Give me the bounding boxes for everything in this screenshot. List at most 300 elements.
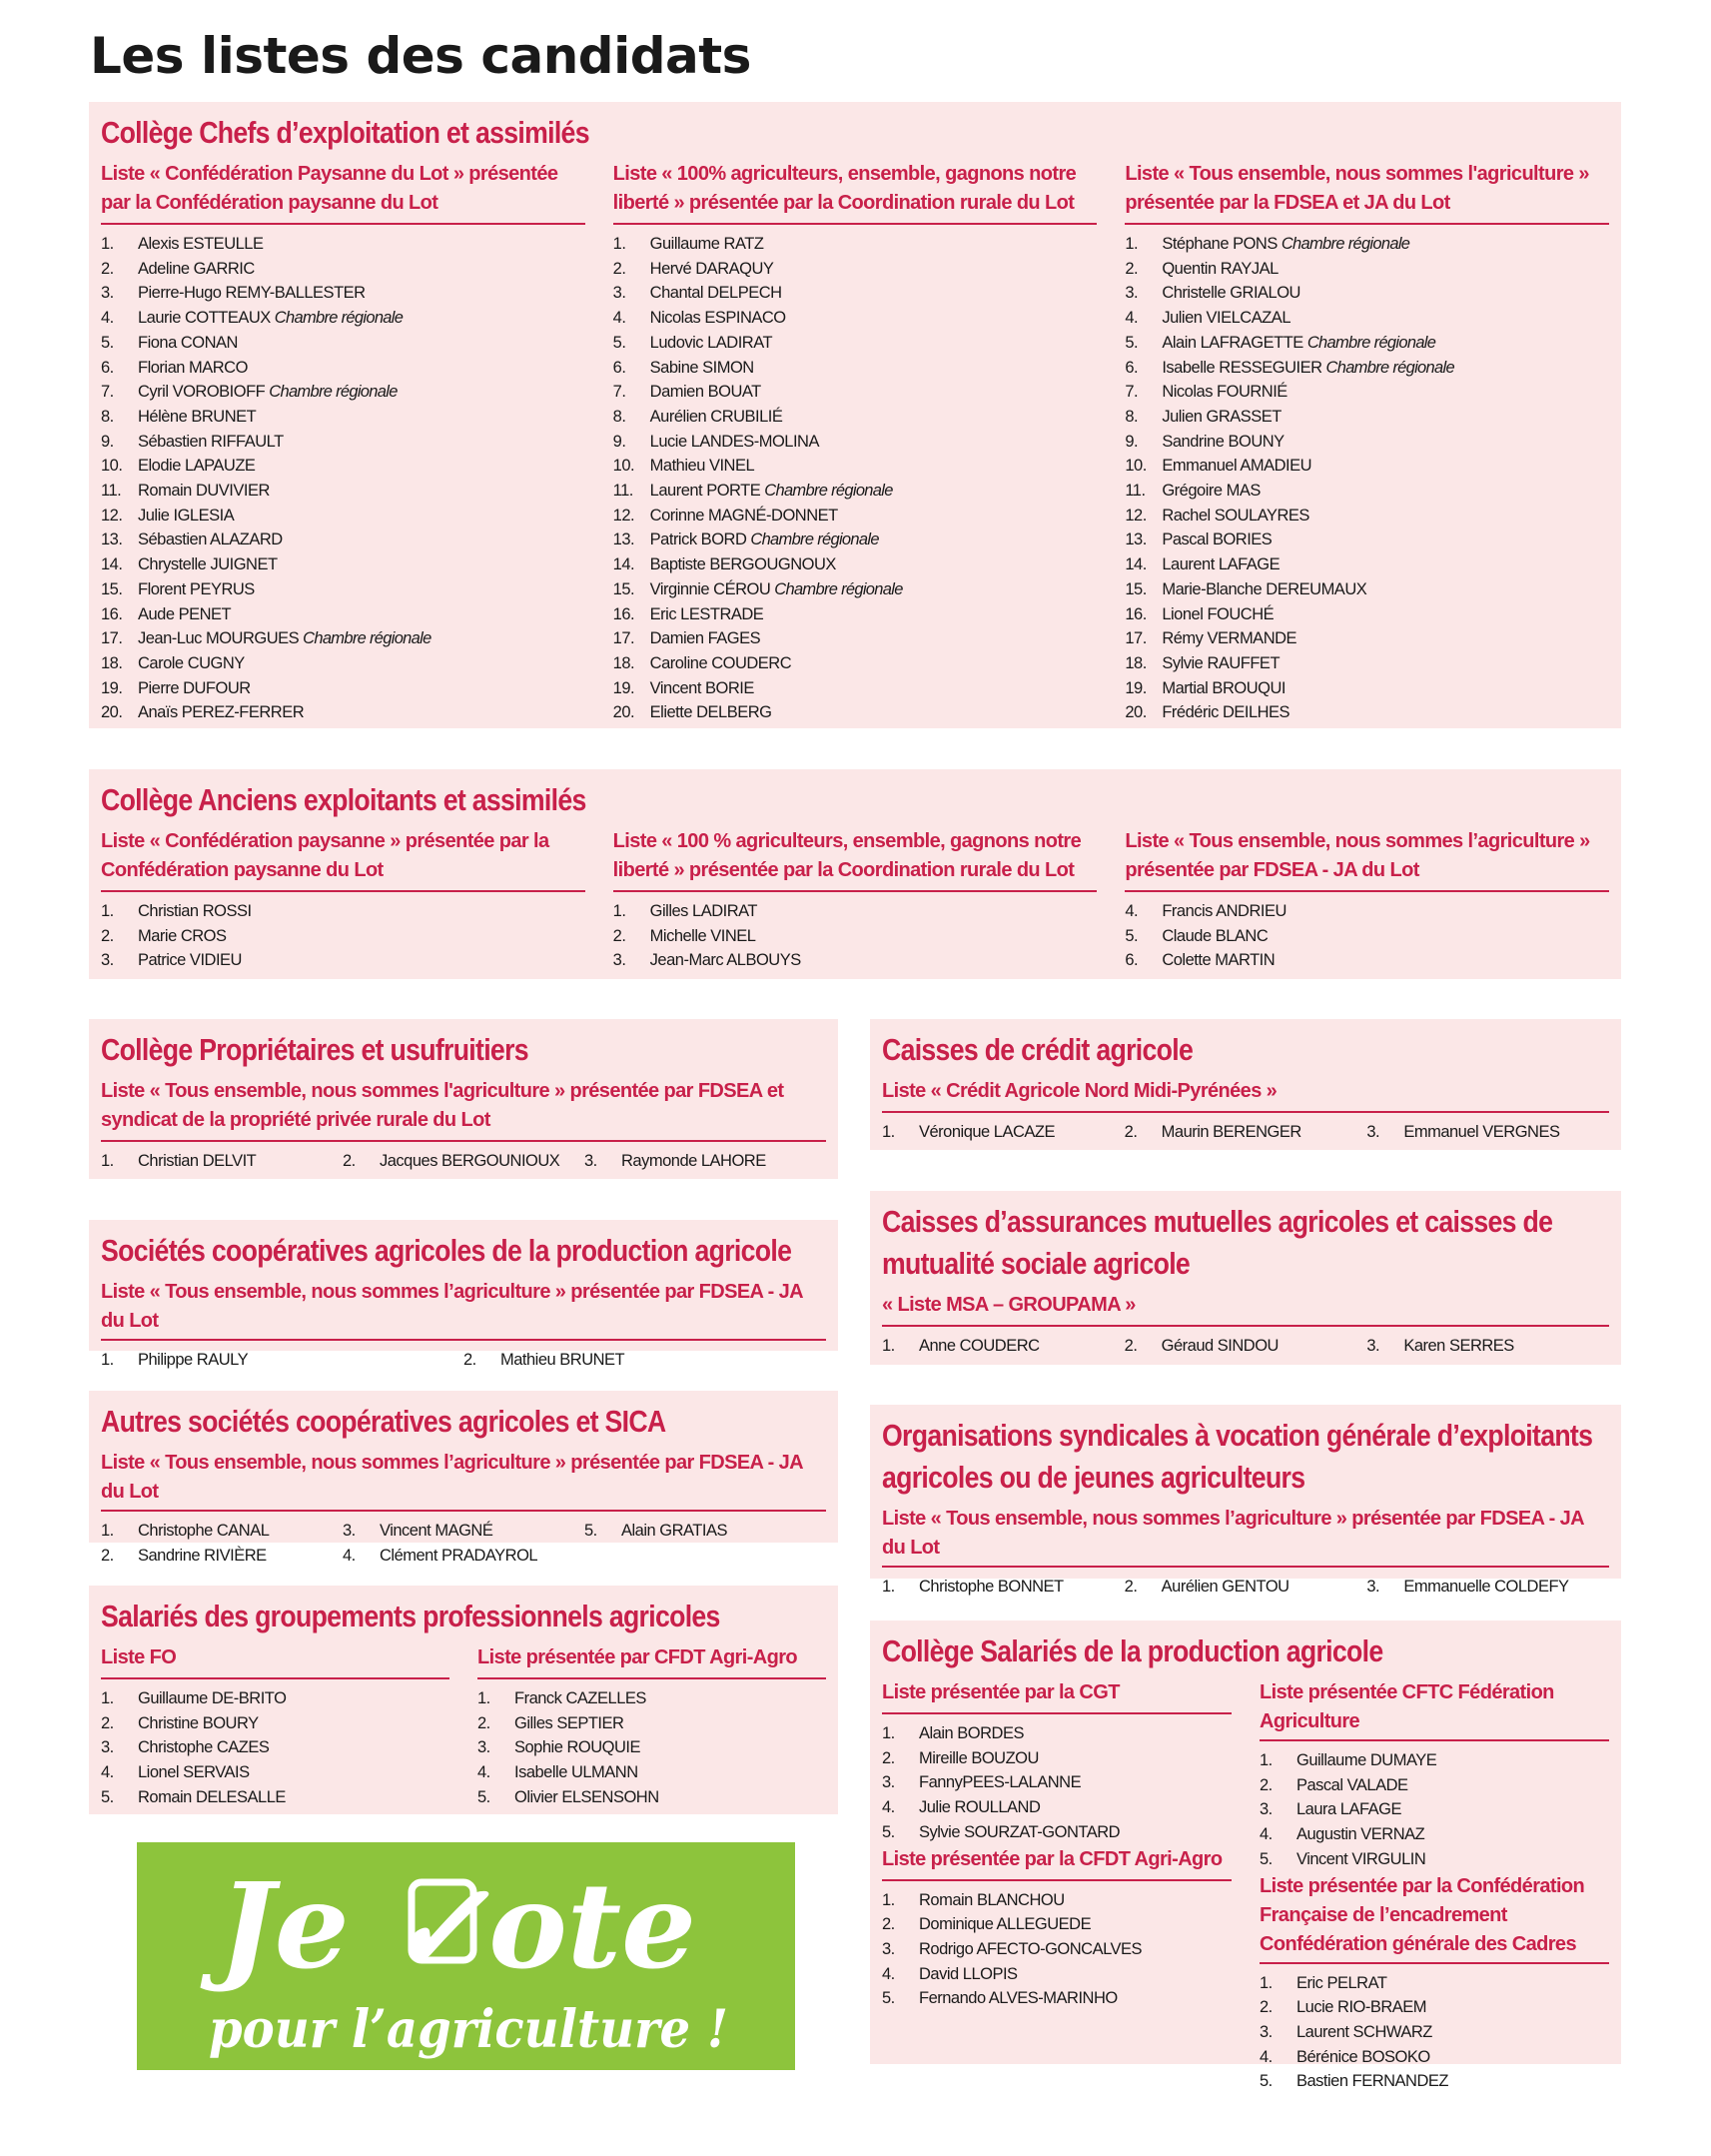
candidate-item <box>1260 1822 1609 1847</box>
list-title: Liste « Tous ensemble, nous sommes l'agriculture » présentée par FDSEA et syndicat de la propriété privée rurale du Lot <box>101 1077 826 1142</box>
candidate-name: Stéphane PONS <box>1162 235 1278 253</box>
candidate-number: 11. <box>612 482 633 501</box>
candidate-number: 9. <box>612 432 626 451</box>
candidate-item <box>477 1686 826 1711</box>
candidate-item <box>101 356 585 381</box>
candidate-number: 14. <box>101 555 123 574</box>
candidate-name: Vincent MAGNÉ <box>380 1522 493 1540</box>
candidate-name: Marie CROS <box>138 926 227 945</box>
candidate-item <box>882 1575 1125 1600</box>
candidate-item <box>1125 479 1609 504</box>
candidate-number: 1. <box>882 1890 895 1909</box>
candidate-list <box>613 225 1098 725</box>
list-cfdt <box>477 1643 826 1810</box>
candidate-number: 7. <box>612 383 626 402</box>
candidate-number: 2. <box>101 1546 114 1565</box>
candidate-list <box>1260 1964 1609 2095</box>
candidate-number: 3. <box>1125 284 1139 303</box>
candidate-name: Cyril VOROBIOFF <box>138 383 266 402</box>
candidate-item <box>1125 552 1609 577</box>
candidate-item <box>613 528 1098 552</box>
candidate-item <box>882 1334 1125 1359</box>
candidate-item <box>343 1544 584 1569</box>
candidate-number: 3. <box>612 951 626 970</box>
salaries-production-left-column <box>882 1678 1232 2094</box>
candidate-item <box>882 1937 1232 1962</box>
list-title: Liste « Tous ensemble, nous sommes l’agriculture » présentée par FDSEA - JA du Lot <box>882 1505 1609 1568</box>
candidate-item <box>101 700 585 725</box>
candidate-name: Sylvie RAUFFET <box>1162 653 1281 672</box>
candidate-list <box>101 1512 826 1568</box>
candidate-item <box>613 430 1098 455</box>
candidate-item <box>613 405 1098 430</box>
candidate-item <box>1125 356 1609 381</box>
list-msa-groupama <box>882 1291 1609 1359</box>
candidate-number: 9. <box>1125 432 1139 451</box>
college-chefs-title: Collège Chefs d’exploitation et assimilés <box>101 115 589 150</box>
candidate-name: Pierre DUFOUR <box>138 678 251 697</box>
candidate-name: Gilles SEPTIER <box>514 1713 624 1732</box>
candidate-name: Julien GRASSET <box>1162 407 1282 426</box>
vote-banner <box>137 1842 795 2070</box>
candidate-item <box>1260 2045 1609 2070</box>
candidate-name: Julie ROULLAND <box>919 1798 1041 1817</box>
candidate-number: 16. <box>612 604 635 623</box>
candidate-item <box>101 1735 449 1760</box>
candidate-name: Christophe CANAL <box>138 1522 270 1540</box>
candidate-item <box>613 257 1098 282</box>
candidate-number: 2. <box>1125 259 1139 278</box>
candidate-number: 1. <box>101 1152 114 1170</box>
candidate-item <box>101 1149 343 1174</box>
candidate-number: 5. <box>1260 1849 1273 1868</box>
candidate-name: Laurent LAFAGE <box>1162 555 1281 574</box>
candidate-item <box>1260 2069 1609 2094</box>
candidate-item <box>101 924 585 949</box>
proprietaires-title: Collège Propriétaires et usufruitiers <box>101 1032 528 1067</box>
vote-banner-art <box>137 1842 795 2070</box>
candidate-item <box>101 1760 449 1785</box>
candidate-item <box>1125 626 1609 651</box>
candidate-name: Gilles LADIRAT <box>649 902 757 920</box>
candidate-name: Baptiste BERGOUGNOUX <box>649 555 836 574</box>
candidate-item <box>613 479 1098 504</box>
candidate-item <box>1260 2020 1609 2045</box>
candidate-number: 2. <box>101 259 114 278</box>
candidate-name: Florent PEYRUS <box>138 579 255 598</box>
candidate-item <box>101 528 585 552</box>
candidate-number: 3. <box>882 1939 895 1958</box>
candidate-item <box>1125 331 1609 356</box>
candidate-note: Chambre régionale <box>269 383 398 402</box>
candidate-name: Jean-Luc MOURGUES <box>138 629 300 648</box>
candidate-item <box>477 1735 826 1760</box>
candidate-item <box>1125 1575 1367 1600</box>
candidate-number: 5. <box>477 1787 490 1806</box>
candidate-name: Caroline COUDERC <box>649 653 792 672</box>
candidate-list <box>101 1341 826 1373</box>
candidate-number: 4. <box>101 1763 114 1782</box>
candidate-item <box>1260 1797 1609 1822</box>
list-cfe-cgc <box>1260 1872 1609 2095</box>
candidate-number: 2. <box>612 259 626 278</box>
candidate-list <box>613 892 1098 973</box>
candidate-item <box>101 479 585 504</box>
candidate-item <box>1366 1120 1609 1145</box>
candidate-name: Christian ROSSI <box>138 902 252 920</box>
candidate-item <box>1366 1334 1609 1359</box>
candidate-name: Vincent BORIE <box>649 678 754 697</box>
candidate-item <box>613 504 1098 529</box>
candidate-item <box>613 676 1098 701</box>
candidate-number: 6. <box>101 358 114 377</box>
credit-agricole-title: Caisses de crédit agricole <box>882 1032 1194 1067</box>
candidate-item <box>613 626 1098 651</box>
candidate-number: 4. <box>882 1798 895 1817</box>
candidate-number: 4. <box>477 1763 490 1782</box>
syndicales-box <box>870 1405 1621 1596</box>
candidate-item <box>1125 1120 1367 1145</box>
list-title: Liste présentée par la CGT <box>882 1678 1232 1714</box>
candidate-number: 15. <box>1125 579 1147 598</box>
candidate-number: 8. <box>612 407 626 426</box>
candidate-name: Marie-Blanche DEREUMAUX <box>1162 579 1367 598</box>
candidate-name: Grégoire MAS <box>1162 482 1261 501</box>
candidate-name: Adeline GARRIC <box>138 259 255 278</box>
candidate-item <box>1125 281 1609 306</box>
candidate-number: 2. <box>1260 1775 1273 1794</box>
list-cfdt <box>882 1845 1232 2012</box>
candidate-item <box>613 356 1098 381</box>
list-title: Liste « Tous ensemble, nous sommes l’agriculture » présentée par FDSEA - JA du Lot <box>101 1449 826 1512</box>
candidate-name: Dominique ALLEGUEDE <box>919 1915 1092 1934</box>
candidate-number: 1. <box>1260 1973 1273 1992</box>
candidate-name: Patrice VIDIEU <box>138 951 242 970</box>
candidate-name: Raymonde LAHORE <box>621 1152 766 1170</box>
candidate-name: Emmanuel VERGNES <box>1403 1123 1560 1141</box>
candidate-name: Laurie COTTEAUX <box>138 309 271 328</box>
candidate-number: 2. <box>612 926 626 945</box>
candidate-name: Eric PELRAT <box>1296 1973 1387 1992</box>
candidate-item <box>1260 1995 1609 2020</box>
assurances-title: Caisses d’assurances mutuelles agricoles et caisses de mutualité sociale agricole <box>882 1204 1553 1281</box>
candidate-note: Chambre régionale <box>1306 333 1436 352</box>
candidate-number: 10. <box>612 457 635 476</box>
candidate-number: 3. <box>1366 1578 1380 1596</box>
candidate-name: Aurélien CRUBILIÉ <box>649 407 783 426</box>
candidate-number: 3. <box>477 1738 490 1757</box>
candidate-item <box>101 504 585 529</box>
list-title: Liste présentée CFTC Fédération Agriculture <box>1260 1678 1609 1741</box>
candidate-item <box>101 454 585 479</box>
candidate-item <box>343 1149 584 1174</box>
candidate-list <box>1125 225 1609 725</box>
candidate-number: 4. <box>612 309 626 328</box>
candidate-name: Isabelle ULMANN <box>514 1763 638 1782</box>
candidate-list <box>1125 892 1609 973</box>
list-fdsea-ja <box>1125 827 1609 973</box>
list-title: Liste présentée par CFDT Agri-Agro <box>477 1643 826 1679</box>
list-title: Liste « 100% agriculteurs, ensemble, gagnons notre liberté » présentée par la Coordination rurale du Lot <box>613 160 1098 225</box>
candidate-number: 2. <box>101 1713 114 1732</box>
candidate-number: 1. <box>101 1522 114 1540</box>
candidate-list <box>101 225 585 725</box>
candidate-item <box>613 281 1098 306</box>
candidate-name: Emmanuel AMADIEU <box>1162 457 1312 476</box>
candidate-name: Virginnie CÉROU <box>649 579 771 598</box>
candidate-number: 18. <box>612 653 635 672</box>
candidate-number: 6. <box>612 358 626 377</box>
candidate-item <box>1125 700 1609 725</box>
candidate-number: 2. <box>1124 1578 1138 1596</box>
candidate-item <box>463 1348 826 1373</box>
candidate-name: Christophe BONNET <box>919 1578 1064 1596</box>
candidate-number: 8. <box>101 407 114 426</box>
candidate-number: 11. <box>1125 482 1146 501</box>
candidate-name: Claude BLANC <box>1162 926 1269 945</box>
candidate-item <box>613 331 1098 356</box>
candidate-number: 16. <box>1125 604 1147 623</box>
candidate-number: 3. <box>101 1738 114 1757</box>
candidate-number: 12. <box>612 506 635 525</box>
candidate-name: Laura LAFAGE <box>1296 1800 1401 1819</box>
candidate-name: Elodie LAPAUZE <box>138 457 256 476</box>
candidate-number: 17. <box>101 629 123 648</box>
candidate-number: 3. <box>1260 1800 1273 1819</box>
candidate-item <box>1125 430 1609 455</box>
candidate-item <box>101 1711 449 1736</box>
candidate-item <box>1125 257 1609 282</box>
assurances-box <box>870 1191 1621 1365</box>
candidate-item <box>613 577 1098 602</box>
candidate-item <box>343 1519 584 1544</box>
cooperatives-box <box>89 1220 838 1369</box>
college-anciens-title: Collège Anciens exploitants et assimilés <box>101 782 586 817</box>
candidate-name: Alexis ESTEULLE <box>138 235 264 253</box>
candidate-name: Véronique LACAZE <box>919 1123 1055 1141</box>
candidate-number: 12. <box>101 506 123 525</box>
candidate-item <box>1125 899 1609 924</box>
candidate-name: Christophe CAZES <box>138 1738 270 1757</box>
candidate-name: Sébastien RIFFAULT <box>138 432 284 451</box>
candidate-name: Fiona CONAN <box>138 333 238 352</box>
candidate-name: Bérénice BOSOKO <box>1296 2047 1430 2066</box>
candidate-number: 19. <box>101 678 123 697</box>
candidate-number: 18. <box>101 653 123 672</box>
candidate-item <box>101 405 585 430</box>
candidate-number: 18. <box>1125 653 1147 672</box>
candidate-item <box>613 454 1098 479</box>
candidate-number: 5. <box>1125 926 1139 945</box>
candidate-name: Christian DELVIT <box>138 1152 257 1170</box>
page-title: Les listes des candidats <box>90 27 751 85</box>
candidate-name: Géraud SINDOU <box>1161 1337 1279 1355</box>
candidate-note: Chambre régionale <box>750 531 879 549</box>
candidate-name: Guillaume DE-BRITO <box>138 1689 287 1707</box>
candidate-note: Chambre régionale <box>274 309 404 328</box>
candidate-number: 3. <box>612 284 626 303</box>
candidate-name: Julien VIELCAZAL <box>1162 309 1290 328</box>
candidate-item <box>1260 1847 1609 1872</box>
candidate-number: 1. <box>101 1689 114 1707</box>
candidate-number: 2. <box>101 926 114 945</box>
cooperatives-title: Sociétés coopératives agricoles de la production agricole <box>101 1233 792 1268</box>
list-title: « Liste MSA – GROUPAMA » <box>882 1291 1609 1327</box>
candidate-name: Franck CAZELLES <box>514 1689 646 1707</box>
candidate-name: Lucie RIO-BRAEM <box>1296 1998 1427 2017</box>
vote-banner-subtitle: pour l’agriculture ! <box>209 1999 728 2060</box>
candidate-item <box>101 948 585 973</box>
candidate-item <box>477 1711 826 1736</box>
candidate-name: Rachel SOULAYRES <box>1162 506 1309 525</box>
candidate-list <box>882 1714 1232 1845</box>
candidate-item <box>613 380 1098 405</box>
candidate-number: 5. <box>882 1822 895 1841</box>
candidate-number: 5. <box>1260 2072 1273 2091</box>
candidate-number: 1. <box>477 1689 490 1707</box>
candidate-name: Maurin BERENGER <box>1161 1123 1301 1141</box>
candidate-item <box>101 257 585 282</box>
list-credit-agricole <box>882 1077 1609 1145</box>
candidate-item <box>1125 651 1609 676</box>
proprietaires-box <box>89 1019 838 1179</box>
candidate-name: Mathieu BRUNET <box>500 1351 625 1369</box>
candidate-number: 3. <box>101 951 114 970</box>
candidate-item <box>613 306 1098 331</box>
candidate-name: Sandrine RIVIÈRE <box>138 1546 267 1565</box>
candidate-item <box>1260 1748 1609 1773</box>
candidate-name: Frédéric DEILHES <box>1162 703 1290 722</box>
candidate-item <box>882 1962 1232 1987</box>
candidate-number: 4. <box>1125 309 1139 328</box>
candidate-list <box>882 1327 1609 1359</box>
candidate-item <box>101 626 585 651</box>
candidate-number: 4. <box>101 309 114 328</box>
candidate-name: Chrystelle JUIGNET <box>138 555 278 574</box>
candidate-number: 2. <box>882 1748 895 1767</box>
vote-banner-je: Je ✓ote <box>200 1856 697 1995</box>
candidate-item <box>613 948 1098 973</box>
candidate-number: 3. <box>1260 2022 1273 2041</box>
candidate-name: Bastien FERNANDEZ <box>1296 2072 1448 2091</box>
candidate-number: 5. <box>612 333 626 352</box>
candidate-item <box>101 899 585 924</box>
candidate-number: 10. <box>101 457 123 476</box>
candidate-name: Pascal BORIES <box>1162 531 1273 549</box>
candidate-number: 2. <box>463 1351 476 1369</box>
list-confederation-paysanne <box>101 827 585 973</box>
candidate-number: 6. <box>1125 951 1139 970</box>
candidate-item <box>477 1760 826 1785</box>
candidate-number: 17. <box>612 629 635 648</box>
candidate-name: Pascal VALADE <box>1296 1775 1408 1794</box>
candidate-item <box>1125 306 1609 331</box>
candidate-number: 6. <box>1125 358 1139 377</box>
candidate-number: 19. <box>612 678 635 697</box>
candidate-name: Colette MARTIN <box>1162 951 1276 970</box>
candidate-name: Florian MARCO <box>138 358 248 377</box>
list-fdsea-proprietaires <box>101 1077 826 1174</box>
candidate-item <box>613 232 1098 257</box>
candidate-name: Jean-Marc ALBOUYS <box>649 951 801 970</box>
candidate-item <box>1260 1773 1609 1798</box>
candidate-number: 1. <box>1260 1751 1273 1769</box>
list-title: Liste FO <box>101 1643 449 1679</box>
candidate-item <box>882 1746 1232 1771</box>
candidate-name: Alain LAFRAGETTE <box>1162 333 1303 352</box>
candidate-number: 1. <box>101 1351 114 1369</box>
candidate-number: 3. <box>1366 1123 1380 1141</box>
candidate-number: 3. <box>1366 1337 1380 1355</box>
candidate-number: 5. <box>101 333 114 352</box>
candidate-name: Guillaume DUMAYE <box>1296 1751 1437 1769</box>
candidate-item <box>101 1686 449 1711</box>
candidate-name: Olivier ELSENSOHN <box>514 1787 659 1806</box>
candidate-number: 14. <box>1125 555 1147 574</box>
candidate-name: Sylvie SOURZAT-GONTARD <box>919 1822 1121 1841</box>
salaries-groupements-box <box>89 1586 838 1814</box>
list-title: Liste « Tous ensemble, nous sommes l’agriculture » présentée par FDSEA - JA du Lot <box>101 1278 826 1341</box>
list-fdsea-ja <box>101 1449 826 1568</box>
candidate-name: Sandrine BOUNY <box>1162 432 1284 451</box>
candidate-number: 3. <box>343 1522 356 1540</box>
candidate-name: Mireille BOUZOU <box>919 1748 1039 1767</box>
candidate-number: 4. <box>343 1546 356 1565</box>
list-title: Liste « Confédération Paysanne du Lot » présentée par la Confédération paysanne du Lot <box>101 160 585 225</box>
candidate-list <box>882 1113 1609 1145</box>
candidate-number: 1. <box>882 1123 895 1141</box>
candidate-number: 1. <box>1125 235 1139 253</box>
candidate-number: 3. <box>101 284 114 303</box>
candidate-item <box>584 1149 826 1174</box>
autres-coop-box <box>89 1391 838 1565</box>
candidate-name: Romain DELESALLE <box>138 1787 286 1806</box>
candidate-number: 14. <box>612 555 635 574</box>
candidate-number: 15. <box>101 579 123 598</box>
candidate-number: 7. <box>101 383 114 402</box>
candidate-list <box>882 1881 1232 2012</box>
candidate-number: 4. <box>1260 1825 1273 1844</box>
credit-agricole-box <box>870 1019 1621 1150</box>
candidate-number: 20. <box>1125 703 1147 722</box>
candidate-number: 10. <box>1125 457 1147 476</box>
candidate-name: Hervé DARAQUY <box>649 259 774 278</box>
candidate-name: Clément PRADAYROL <box>380 1546 538 1565</box>
list-fdsea-ja <box>101 1278 826 1373</box>
candidate-list <box>477 1679 826 1810</box>
candidate-name: Pierre-Hugo REMY-BALLESTER <box>138 284 366 303</box>
candidate-item <box>101 577 585 602</box>
candidate-item <box>584 1519 826 1544</box>
candidate-name: Sophie ROUQUIE <box>514 1738 640 1757</box>
candidate-item <box>101 676 585 701</box>
candidate-note: Chambre régionale <box>764 482 893 501</box>
candidate-name: Christelle GRIALOU <box>1162 284 1300 303</box>
candidate-number: 20. <box>101 703 123 722</box>
candidate-name: Nicolas ESPINACO <box>649 309 786 328</box>
candidate-item <box>1125 948 1609 973</box>
candidate-number: 1. <box>101 902 114 920</box>
candidate-note: Chambre régionale <box>1325 358 1454 377</box>
candidate-number: 1. <box>612 235 626 253</box>
list-fdsea-ja <box>1125 160 1609 725</box>
list-coordination-rurale <box>613 160 1098 725</box>
candidate-number: 4. <box>882 1964 895 1983</box>
candidate-name: Martial BROUQUI <box>1162 678 1285 697</box>
candidate-item <box>101 380 585 405</box>
candidate-number: 2. <box>477 1713 490 1732</box>
candidate-number: 2. <box>1124 1123 1138 1141</box>
